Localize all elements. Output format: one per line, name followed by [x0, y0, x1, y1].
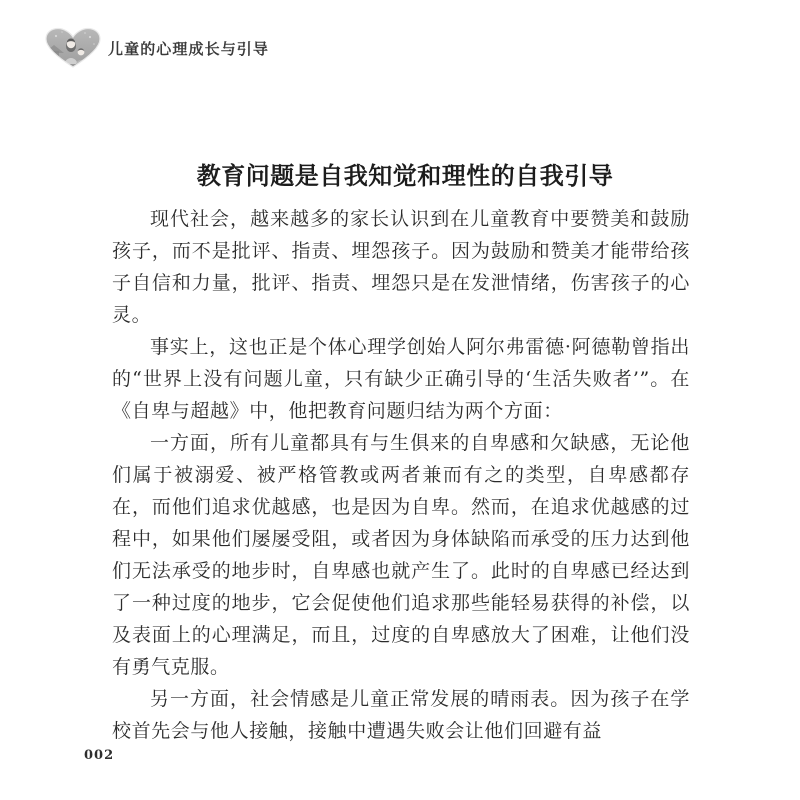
paragraph: 现代社会，越来越多的家长认识到在儿童教育中要赞美和鼓励孩子，而不是批评、指责、埋怨孩子。因为鼓励和赞美才能带给孩子自信和力量，批评、指责、埋怨只是在发泄情绪，伤害孩子的心灵。: [112, 208, 690, 326]
paragraph: 一方面，所有儿童都具有与生俱来的自卑感和欠缺感，无论他们属于被溺爱、被严格管教或两者兼而有之的类型，自卑感都存在，而他们追求优越感，也是因为自卑。然而，在追求优越感的过程中，如果他们屡屡受阻，或者因为身体缺陷而承受的压力达到他们无法承受的地步时，自卑感也就产生了。此时的自卑感已经达到了一种过度的地步，它会促使他们追求那些能轻易获得的补偿，以及表面上的心理满足，而且，过度的自卑感放大了困难，让他们没有勇气克服。: [112, 432, 690, 678]
article-body: [112, 203, 690, 747]
paragraph: 另一方面，社会情感是儿童正常发展的晴雨表。因为孩子在学校首先会与他人接触，接触中遭遇失败会让他们回避有益: [112, 688, 690, 742]
running-header: [44, 26, 724, 70]
paragraph: 事实上，这也正是个体心理学创始人阿尔弗雷德·阿德勒曾指出的“世界上没有问题儿童，只有缺少正确引导的‘生活失败者’”。在《自卑与超越》中，他把教育问题归结为两个方面：: [112, 336, 690, 422]
page-number: 002: [84, 748, 115, 763]
running-header-title: 儿童的心理成长与引导: [108, 39, 270, 58]
page-title: 教育问题是自我知觉和理性的自我引导: [196, 162, 614, 191]
heart-child-illustration-icon: [44, 27, 102, 69]
